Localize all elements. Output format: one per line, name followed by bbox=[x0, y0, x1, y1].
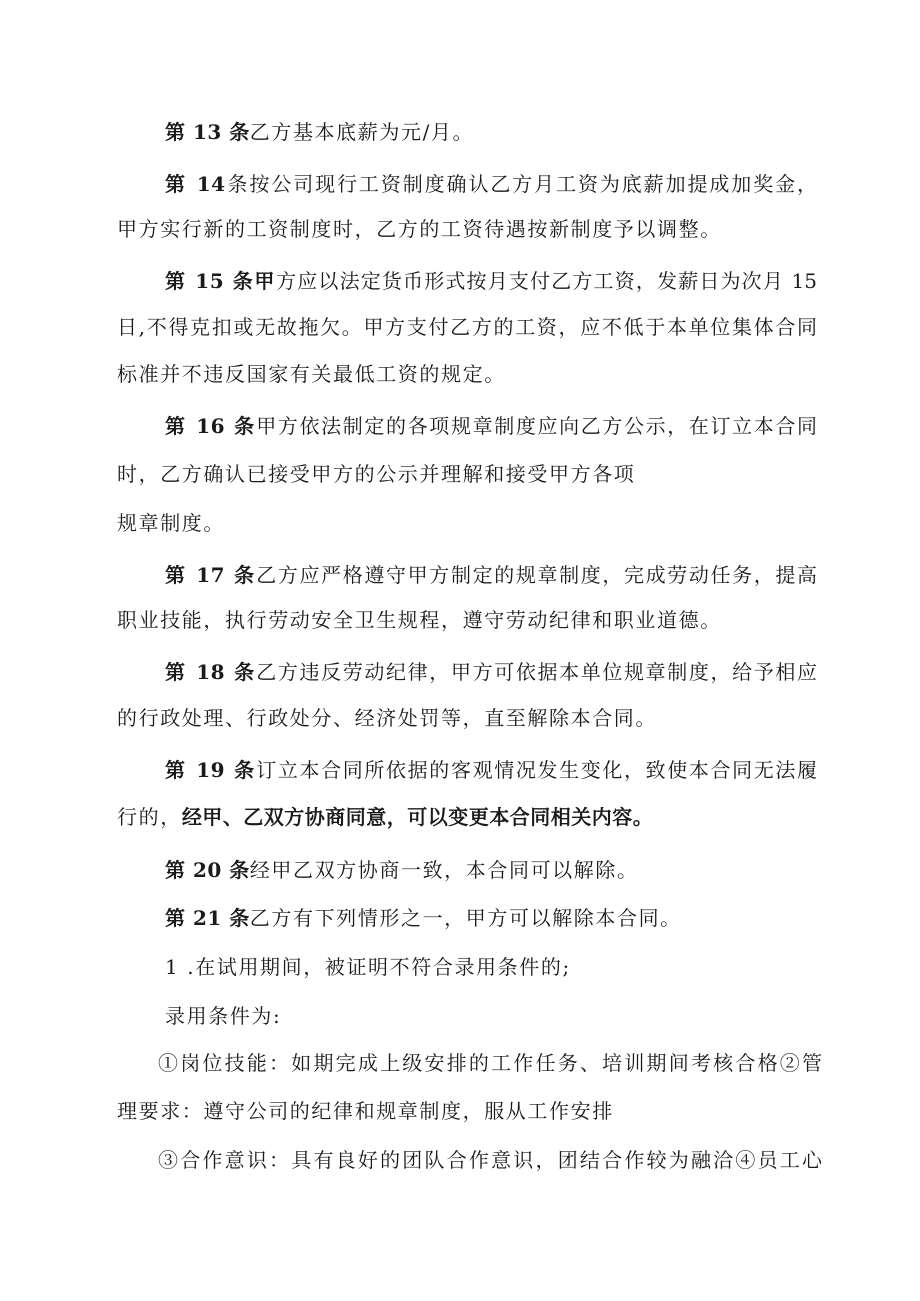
condition-line-1: ①岗位技能：如期完成上级安排的工作任务、培训期间考核合格②管 bbox=[158, 1051, 822, 1075]
article-14-heading: 第 14 bbox=[165, 172, 226, 196]
condition-line-3: ③合作意识：具有良好的团队合作意识，团结合作较为融洽④员工心 bbox=[158, 1148, 822, 1172]
article-19-line-2: 行的，经甲、乙双方协商同意，可以变更本合同相关内容。 bbox=[117, 805, 654, 829]
article-18-line-1: 第 18 条乙方违反劳动纪律，甲方可依据本单位规章制度，给予相应 bbox=[165, 660, 818, 684]
article-19-bold-text: 经甲、乙双方协商同意，可以变更本合同相关内容。 bbox=[181, 805, 654, 829]
article-15-line-1: 第 15 条甲方应以法定货币形式按月支付乙方工资，发薪日为次月 15 bbox=[165, 269, 817, 293]
article-18-line-2: 的行政处理、行政处分、经济处罚等，直至解除本合同。 bbox=[117, 706, 657, 730]
article-19-heading: 第 19 条 bbox=[165, 758, 257, 782]
article-13 bbox=[165, 118, 817, 146]
article-19-line-1: 第 19 条订立本合同所依据的客观情况发生变化，致使本合同无法履 bbox=[165, 758, 818, 782]
article-15-line-3: 标准并不违反国家有关最低工资的规定。 bbox=[117, 362, 506, 386]
article-18-heading: 第 18 条 bbox=[165, 660, 257, 684]
conditions-label: 录用条件为: bbox=[165, 1004, 282, 1028]
article-14-line-1: 第 14条按公司现行工资制度确认乙方月工资为底薪加提成加奖金， bbox=[165, 172, 818, 196]
list-item-1: 1 .在试用期间，被证明不符合录用条件的; bbox=[165, 955, 571, 979]
article-17-line-1: 第 17 条乙方应严格遵守甲方制定的规章制度，完成劳动任务，提高 bbox=[165, 563, 818, 587]
article-21: 第 21 条乙方有下列情形之一，甲方可以解除本合同。 bbox=[165, 906, 682, 930]
article-20-heading: 第 20 条 bbox=[165, 858, 250, 882]
article-16-line-1: 第 16 条甲方依法制定的各项规章制度应向乙方公示，在订立本合同 bbox=[165, 414, 818, 438]
article-17-line-2: 职业技能，执行劳动安全卫生规程，遵守劳动纪律和职业道德。 bbox=[117, 608, 722, 632]
article-16-heading: 第 16 条 bbox=[165, 414, 257, 438]
article-14-line-2: 甲方实行新的工资制度时，乙方的工资待遇按新制度予以调整。 bbox=[117, 217, 722, 241]
article-13-heading: 第 13 条 bbox=[165, 120, 250, 144]
article-15-line-2: 日,不得克扣或无故拖欠。甲方支付乙方的工资，应不低于本单位集体合同 bbox=[117, 315, 817, 339]
article-17-heading: 第 17 条 bbox=[165, 563, 257, 587]
condition-line-2: 理要求：遵守公司的纪律和规章制度，服从工作安排 bbox=[117, 1099, 614, 1123]
article-21-heading: 第 21 条 bbox=[165, 906, 250, 930]
article-20: 第 20 条经甲乙双方协商一致，本合同可以解除。 bbox=[165, 858, 639, 882]
article-16-line-3: 规章制度。 bbox=[117, 511, 225, 535]
article-16-line-2: 时，乙方确认已接受甲方的公示并理解和接受甲方各项 bbox=[117, 462, 636, 486]
article-13-text: 乙方基本底薪为元/月。 bbox=[249, 120, 475, 144]
article-15-heading: 第 15 条甲 bbox=[165, 269, 277, 293]
